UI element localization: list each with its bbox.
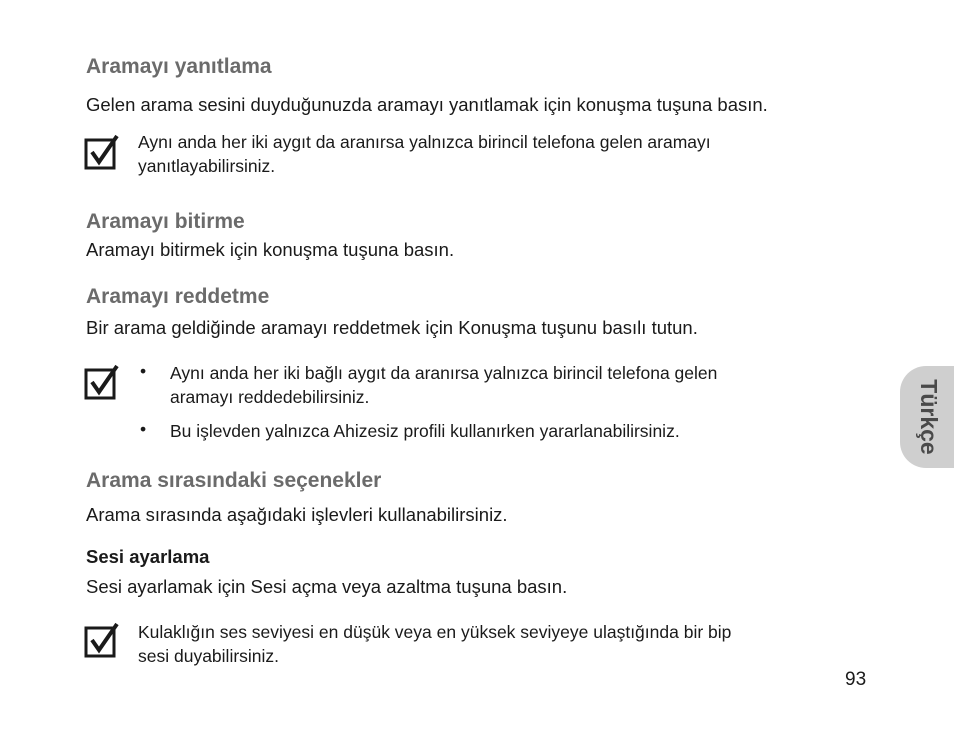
note-reject-call-2: Bu işlevden yalnızca Ahizesiz profili kullanırken yararlanabilirsiniz. xyxy=(170,421,680,441)
subheading-adjust-volume: Sesi ayarlama xyxy=(86,546,210,567)
checkmark-box-icon xyxy=(84,622,120,658)
bullet: • xyxy=(140,419,147,439)
text-adjust-volume: Sesi ayarlamak için Sesi açma veya azaltma tuşuna basın. xyxy=(86,576,568,597)
language-tab-label: Türkçe xyxy=(916,379,942,455)
text-reject-call: Bir arama geldiğinde aramayı reddetmek için Konuşma tuşunu basılı tutun. xyxy=(86,317,698,338)
heading-end-call: Aramayı bitirme xyxy=(86,210,245,233)
heading-call-options: Arama sırasındaki seçenekler xyxy=(86,469,382,492)
checkmark-box-icon xyxy=(84,134,120,170)
checkmark-box-icon xyxy=(84,364,120,400)
text-end-call: Aramayı bitirmek için konuşma tuşuna basın. xyxy=(86,239,455,260)
page-number: 93 xyxy=(845,669,867,690)
note-answer-call: Aynı anda her iki aygıt da aranırsa yalnızca birincil telefona gelen aramayı yanıtlayabilirsiniz. xyxy=(138,132,711,176)
bullet: • xyxy=(140,361,147,381)
note-reject-call-1: Aynı anda her iki bağlı aygıt da aranırsa yalnızca birincil telefona gelen aramayı reddedebilirsiniz. xyxy=(170,363,718,407)
heading-answer-call: Aramayı yanıtlama xyxy=(86,55,272,78)
heading-reject-call: Aramayı reddetme xyxy=(86,285,270,308)
text-call-options: Arama sırasında aşağıdaki işlevleri kullanabilirsiniz. xyxy=(86,504,508,525)
language-side-tab xyxy=(900,366,954,468)
text-answer-call: Gelen arama sesini duyduğunuzda aramayı yanıtlamak için konuşma tuşuna basın. xyxy=(86,94,768,115)
note-adjust-volume: Kulaklığın ses seviyesi en düşük veya en yüksek seviyeye ulaştığında bir bip sesi duyabilirsiniz. xyxy=(138,622,732,666)
